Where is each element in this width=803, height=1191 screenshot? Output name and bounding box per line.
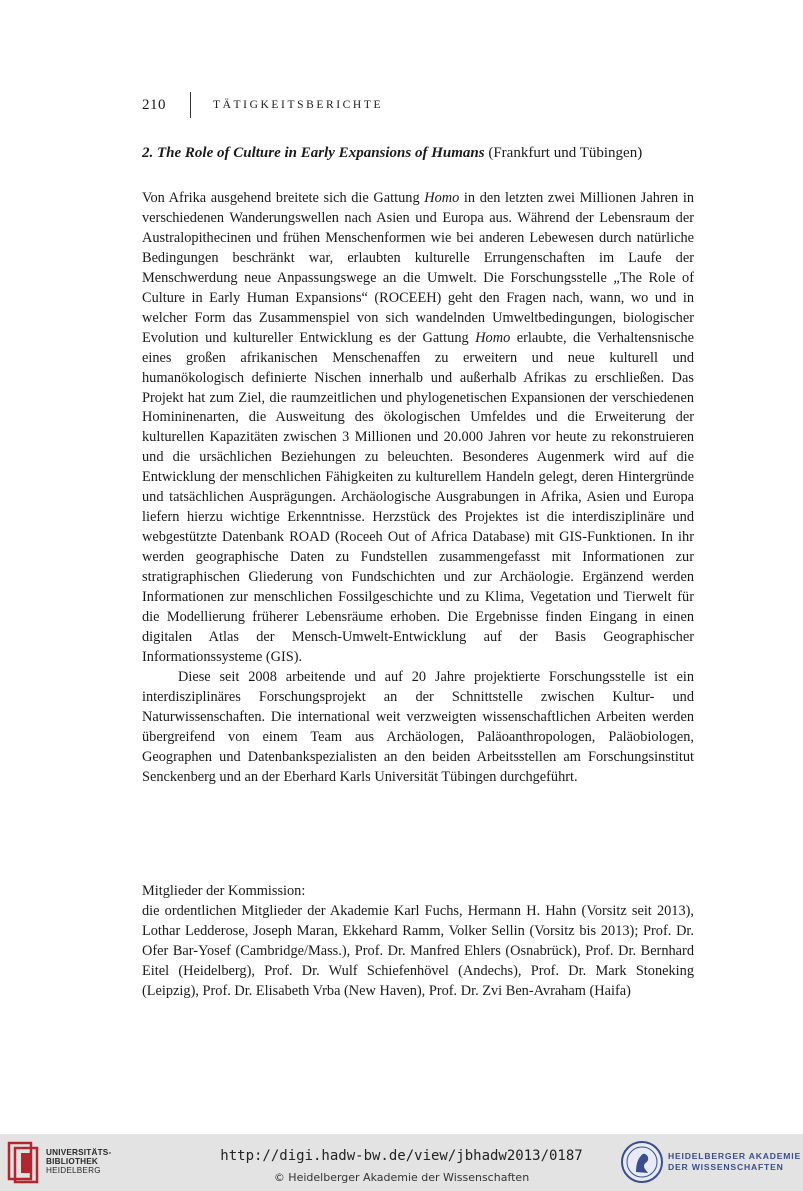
copyright-notice: © Heidelberger Akademie der Wissenschaften xyxy=(273,1171,530,1184)
ub-line-3: HEIDELBERG xyxy=(46,1166,101,1176)
academy-seal-icon[interactable] xyxy=(620,1140,664,1184)
members-list: die ordentlichen Mitglieder der Akademie Karl Fuchs, Hermann H. Hahn (Vorsitz seit 2013), Lothar Ledderose, Joseph Maran, Ekkehard Ramm, Volker Sellin (Vorsitz bis 2013); Prof. Dr. Ofer Bar-Yosef (Cambridge/Mass.), Prof. Dr. Manfred Ehlers (Osnabrück), Prof. Dr. Bernhard Eitel (Heidelberg), Prof. Dr. Wulf Schiefenhövel (Andechs), Prof. Dr. Mark Stoneking (Leipzig), Prof. Dr. Elisabeth Vrba (New Haven), Prof. Dr. Zvi Ben-Avraham (Haifa) xyxy=(142,902,694,999)
permalink-url[interactable]: http://digi.hadw-bw.de/view/jbhadw2013/0187 xyxy=(220,1148,583,1164)
ub-line-2: BIBLIOTHEK xyxy=(46,1157,99,1167)
body-text xyxy=(142,189,694,788)
academy-name[interactable] xyxy=(668,1151,801,1173)
commission-members xyxy=(142,882,694,1002)
paragraph-1-part-a: Von Afrika ausgehend breitete sich die Gattung xyxy=(142,190,425,206)
hadw-line-2: DER WISSENSCHAFTEN xyxy=(668,1162,784,1172)
ub-line-1: UNIVERSITÄTS- xyxy=(46,1148,112,1157)
footer-bar xyxy=(0,1134,803,1191)
members-heading: Mitglieder der Kommission: xyxy=(142,883,306,899)
page-number: 210 xyxy=(142,96,166,113)
paragraph-1-part-c: erlaubte, die Verhaltensnische eines großen afrikanischen Menschenaffen zu erweitern und neue kulturell und humanökologisch definierte Nischen innerhalb und außerhalb Afrikas zu erschließen. Das Projekt hat zum Ziel, die raumzeitlichen und phylogenetischen Expansionen der verschiedenen Homininenarten, die Ausweitung des ökologischen Umfeldes und die Erweiterung der kulturellen Kapazitäten zwischen 3 Millionen und 20.000 Jahren vor heute zu rekonstruieren und die ursächlichen Beziehungen zu beleuchten. Besonderes Augenmerk wird auf die Entwicklung der menschlichen Fähigkeiten zu kulturellem Handeln gelegt, deren Hintergründe und tatsächlichen Ausprägungen. Archäologische Ausgrabungen in Afrika, Asien und Europa liefern hierzu wichtige Erkenntnisse. Herzstück des Projektes ist die interdisziplinäre und webgestützte Datenbank ROAD (Roceeh Out of Africa Database) mit GIS-Funktionen. In ihr werden geographische Daten zu Fundstellen zusammengefasst mit Informationen zur stratigraphischen Gliederung von Fundschichten und zur Archäologie. Ergänzend werden Informationen zur menschlichen Fossilgeschichte und zu Klima, Vegetation und Tierwelt für die Modellierung früherer Lebensräume erhoben. Die Ergebnisse finden Eingang in einen digitalen Atlas der Mensch-Umwelt-Entwicklung auf der Basis Geographischer Informationssysteme (GIS). xyxy=(142,329,695,665)
running-header xyxy=(142,92,383,118)
hadw-line-1: HEIDELBERGER AKADEMIE xyxy=(668,1151,801,1161)
genus-homo-italic-2: Homo xyxy=(475,329,511,346)
paragraph-1 xyxy=(142,189,694,668)
paragraph-2: Diese seit 2008 arbeitende und auf 20 Jahre projektierte Forschungsstelle ist ein interdisziplinäres Forschungsprojekt an der Schnittstelle zwischen Kultur- und Naturwissenschaften. Die international weit verzweigten wissenschaftlichen Arbeiten werden übergreifend von einem Team aus Archäologen, Paläoanthropologen, Paläobiologen, Geographen und Datenbankspezialisten an den beiden Arbeitsstellen am Forschungsinstitut Senckenberg und an der Eberhard Karls Universität Tübingen durchgeführt. xyxy=(142,668,694,785)
paragraph-1-part-b: in den letzten zwei Millionen Jahren in verschiedenen Wanderungswellen nach Asien und Europa aus. Während der Lebensraum der Australopithecinen und frühen Menschenformen wie bei anderen Lebewesen durch natürliche Bedingungen beschränkt war, erlaubten kulturelle Errungenschaften im Laufe der Menschwerdung neue Anpassungswege an die Umwelt. Die Forschungsstelle „The Role of Culture in Early Human Expansions“ (ROCEEH) geht den Fragen nach, wann, wo und in welcher Form das Zusammenspiel von sich wandelnden Umweltbedingungen, biologischer Evolution und kultureller Entwicklung es der Gattung xyxy=(142,190,694,346)
section-title xyxy=(142,145,694,162)
section-title-main: 2. The Role of Culture in Early Expansions of Humans xyxy=(142,145,485,161)
header-divider xyxy=(190,92,191,118)
running-title: TÄTIGKEITSBERICHTE xyxy=(213,99,384,111)
genus-homo-italic: Homo xyxy=(424,190,460,206)
section-title-location: (Frankfurt und Tübingen) xyxy=(488,145,643,161)
